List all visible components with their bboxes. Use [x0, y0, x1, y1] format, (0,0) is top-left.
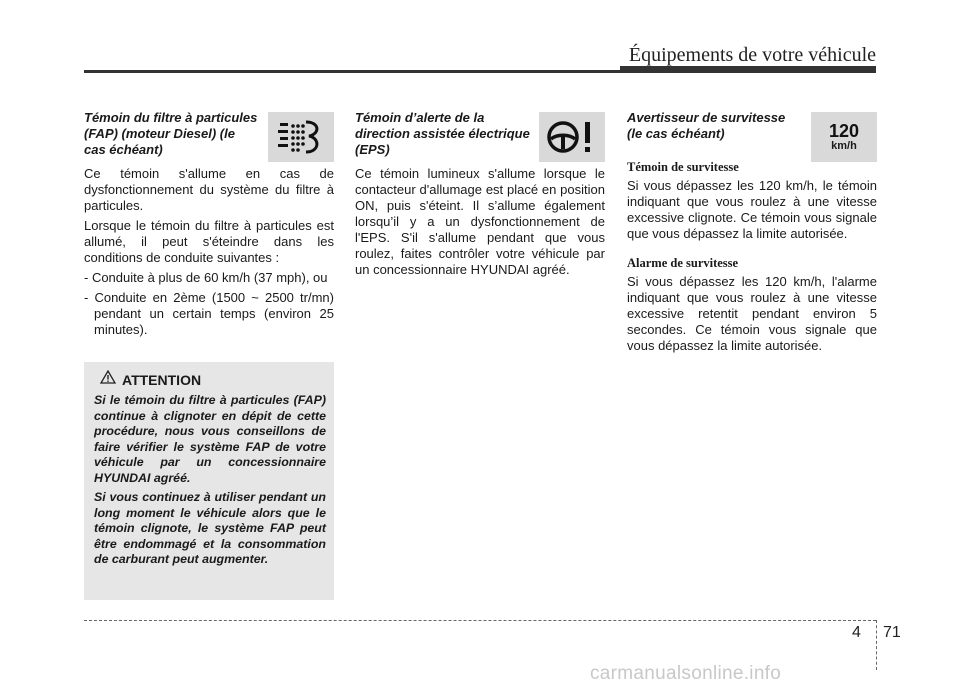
fap-list-item-2: - Conduite en 2ème (1500 ~ 2500 tr/mn) pendant un certain temps (environ 25 minutes). — [84, 290, 334, 337]
speed-paragraph-2: Si vous dépassez les 120 km/h, l'alarme indiquant que vous roulez à une vitesse excessive retentit pendant environ 5 secondes. Ce témoin vous signale que vous dépassez la limite autorisée. — [627, 274, 877, 353]
attention-box — [84, 362, 334, 600]
speed-icon-unit: km/h — [831, 140, 857, 152]
footer-rule — [84, 620, 876, 621]
speed-icon-value: 120 — [828, 121, 860, 141]
page-separator — [876, 620, 877, 670]
speed-subtitle-1: Témoin de survitesse — [627, 160, 739, 174]
steering-warning-icon — [539, 112, 605, 162]
eps-section — [355, 110, 605, 282]
speed-paragraph-1: Si vous dépassez les 120 km/h, le témoin indiquant que vous roulez à une vitesse excessive clignote. Ce témoin vous signale que vous dépassez la limite autorisée. — [627, 178, 877, 241]
header-rule-accent — [620, 66, 876, 72]
warning-triangle-icon — [100, 370, 116, 389]
eps-title: Témoin d’alerte de la direction assistée électrique (EPS) — [355, 110, 530, 157]
eps-paragraph-1: Ce témoin lumineux s'allume lorsque le contacteur d'allumage est placé en position ON, puis s'éteint. Il s’allume également lorsqu’il y a un dysfonctionnement de l'EPS. S'il s'allume pendant que vous roulez, faites contrôler votre véhicule par un concessionnaire HYUNDAI agréé. — [355, 166, 605, 277]
chapter-number: 4 — [852, 624, 861, 641]
attention-text-2: Si vous continuez à utiliser pendant un long moment le véhicule alors que le témoin clignote, le système FAP peut être endommagé et la consommation de carburant peut augmenter. — [94, 490, 326, 566]
attention-title: ATTENTION — [122, 371, 202, 388]
speed-title: Avertisseur de survitesse (le cas échéant) — [627, 110, 786, 141]
watermark: carmanualsonline.info — [590, 663, 782, 684]
fap-title: Témoin du filtre à particules (FAP) (moteur Diesel) (le cas échéant) — [84, 110, 258, 157]
fap-paragraph-2: Lorsque le témoin du filtre à particules est allumé, il peut s'éteindre dans les conditions de conduite suivantes : — [84, 218, 334, 265]
dpf-filter-icon — [268, 112, 334, 162]
fap-section — [84, 110, 334, 342]
attention-text-1: Si le témoin du filtre à particules (FAP) continue à clignoter en dépit de cette procédure, nous vous conseillons de faire vérifier le système FAP de votre véhicule par un concessionnaire HYUNDAI agréé. — [94, 393, 326, 485]
page-number: 71 — [883, 624, 901, 641]
fap-paragraph-1: Ce témoin s'allume en cas de dysfonctionnement du système du filtre à particules. — [84, 166, 334, 213]
speed-section — [627, 110, 877, 358]
header-title: Équipements de votre véhicule — [628, 44, 876, 66]
fap-list-item-1: - Conduite à plus de 60 km/h (37 mph), ou — [84, 270, 328, 285]
speed-subtitle-2: Alarme de survitesse — [627, 256, 739, 270]
speed-limit-icon — [811, 112, 877, 162]
